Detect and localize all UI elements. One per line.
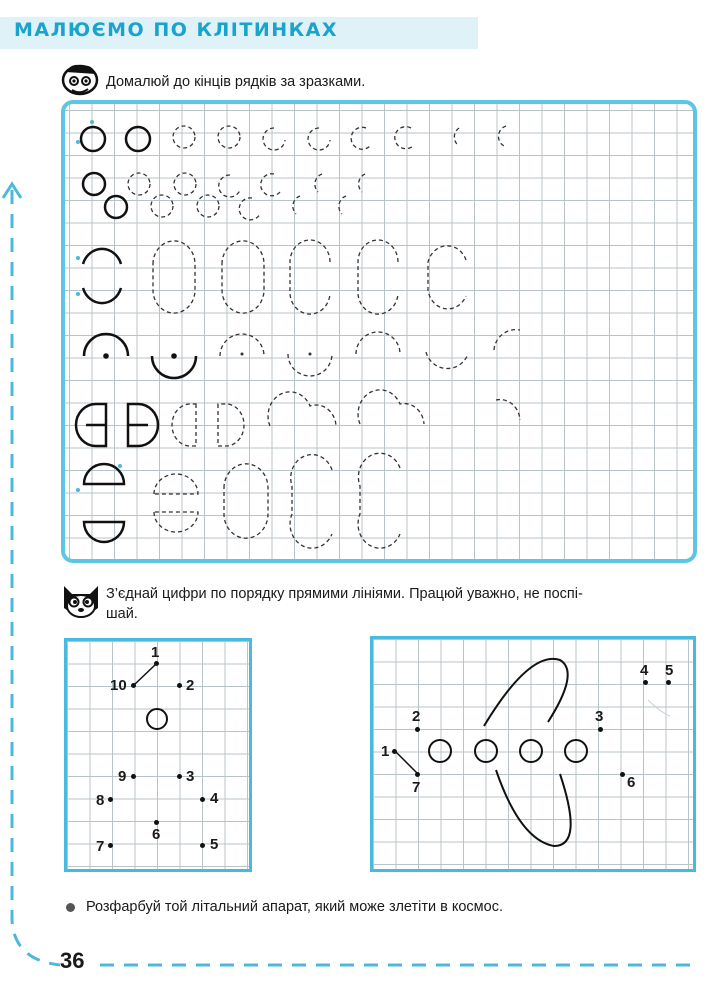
- grid-dot: [666, 680, 671, 685]
- grid-dot: [598, 727, 603, 732]
- task2-instruction-line2: шай.: [106, 606, 138, 622]
- dot-label: 6: [152, 826, 161, 843]
- grid-dot: [392, 749, 397, 754]
- grid-dot: [643, 680, 648, 685]
- task3-instruction: Розфарбуй той літальний апарат, який може злетіти в космос.: [86, 899, 503, 915]
- task1-instruction: Домалюй до кінців рядків за зразками.: [106, 74, 366, 90]
- porthole-circle: [429, 740, 451, 762]
- bullet-point: [66, 903, 75, 912]
- grid-dot: [415, 772, 420, 777]
- dot-label: 2: [412, 708, 421, 725]
- page-number: 36: [60, 948, 85, 973]
- dot-label: 6: [627, 774, 636, 791]
- dot-label: 7: [96, 838, 105, 855]
- dot-label: 4: [640, 662, 649, 679]
- dot-label: 5: [665, 662, 674, 679]
- grid-dot: [620, 772, 625, 777]
- dot-label: 3: [186, 768, 195, 785]
- dot-label: 9: [118, 768, 127, 785]
- dot-label: 1: [381, 743, 390, 760]
- porthole-circle: [565, 740, 587, 762]
- dot-label: 3: [595, 708, 604, 725]
- porthole-circle: [520, 740, 542, 762]
- dot-label: 2: [186, 677, 195, 694]
- porthole-circle: [475, 740, 497, 762]
- dot-label: 4: [210, 790, 219, 807]
- dot-label: 1: [151, 644, 160, 661]
- dot-label: 7: [412, 779, 421, 796]
- page-title: МАЛЮЄМО ПО КЛІТИНКАХ: [14, 19, 339, 41]
- task2-instruction-line1: З’єднай цифри по порядку прямими лініями. Працюй уважно, не поспі-: [106, 586, 583, 602]
- dot-label: 8: [96, 792, 105, 809]
- dot-label: 10: [110, 677, 127, 694]
- grid-dot: [415, 727, 420, 732]
- dot-label: 5: [210, 836, 219, 853]
